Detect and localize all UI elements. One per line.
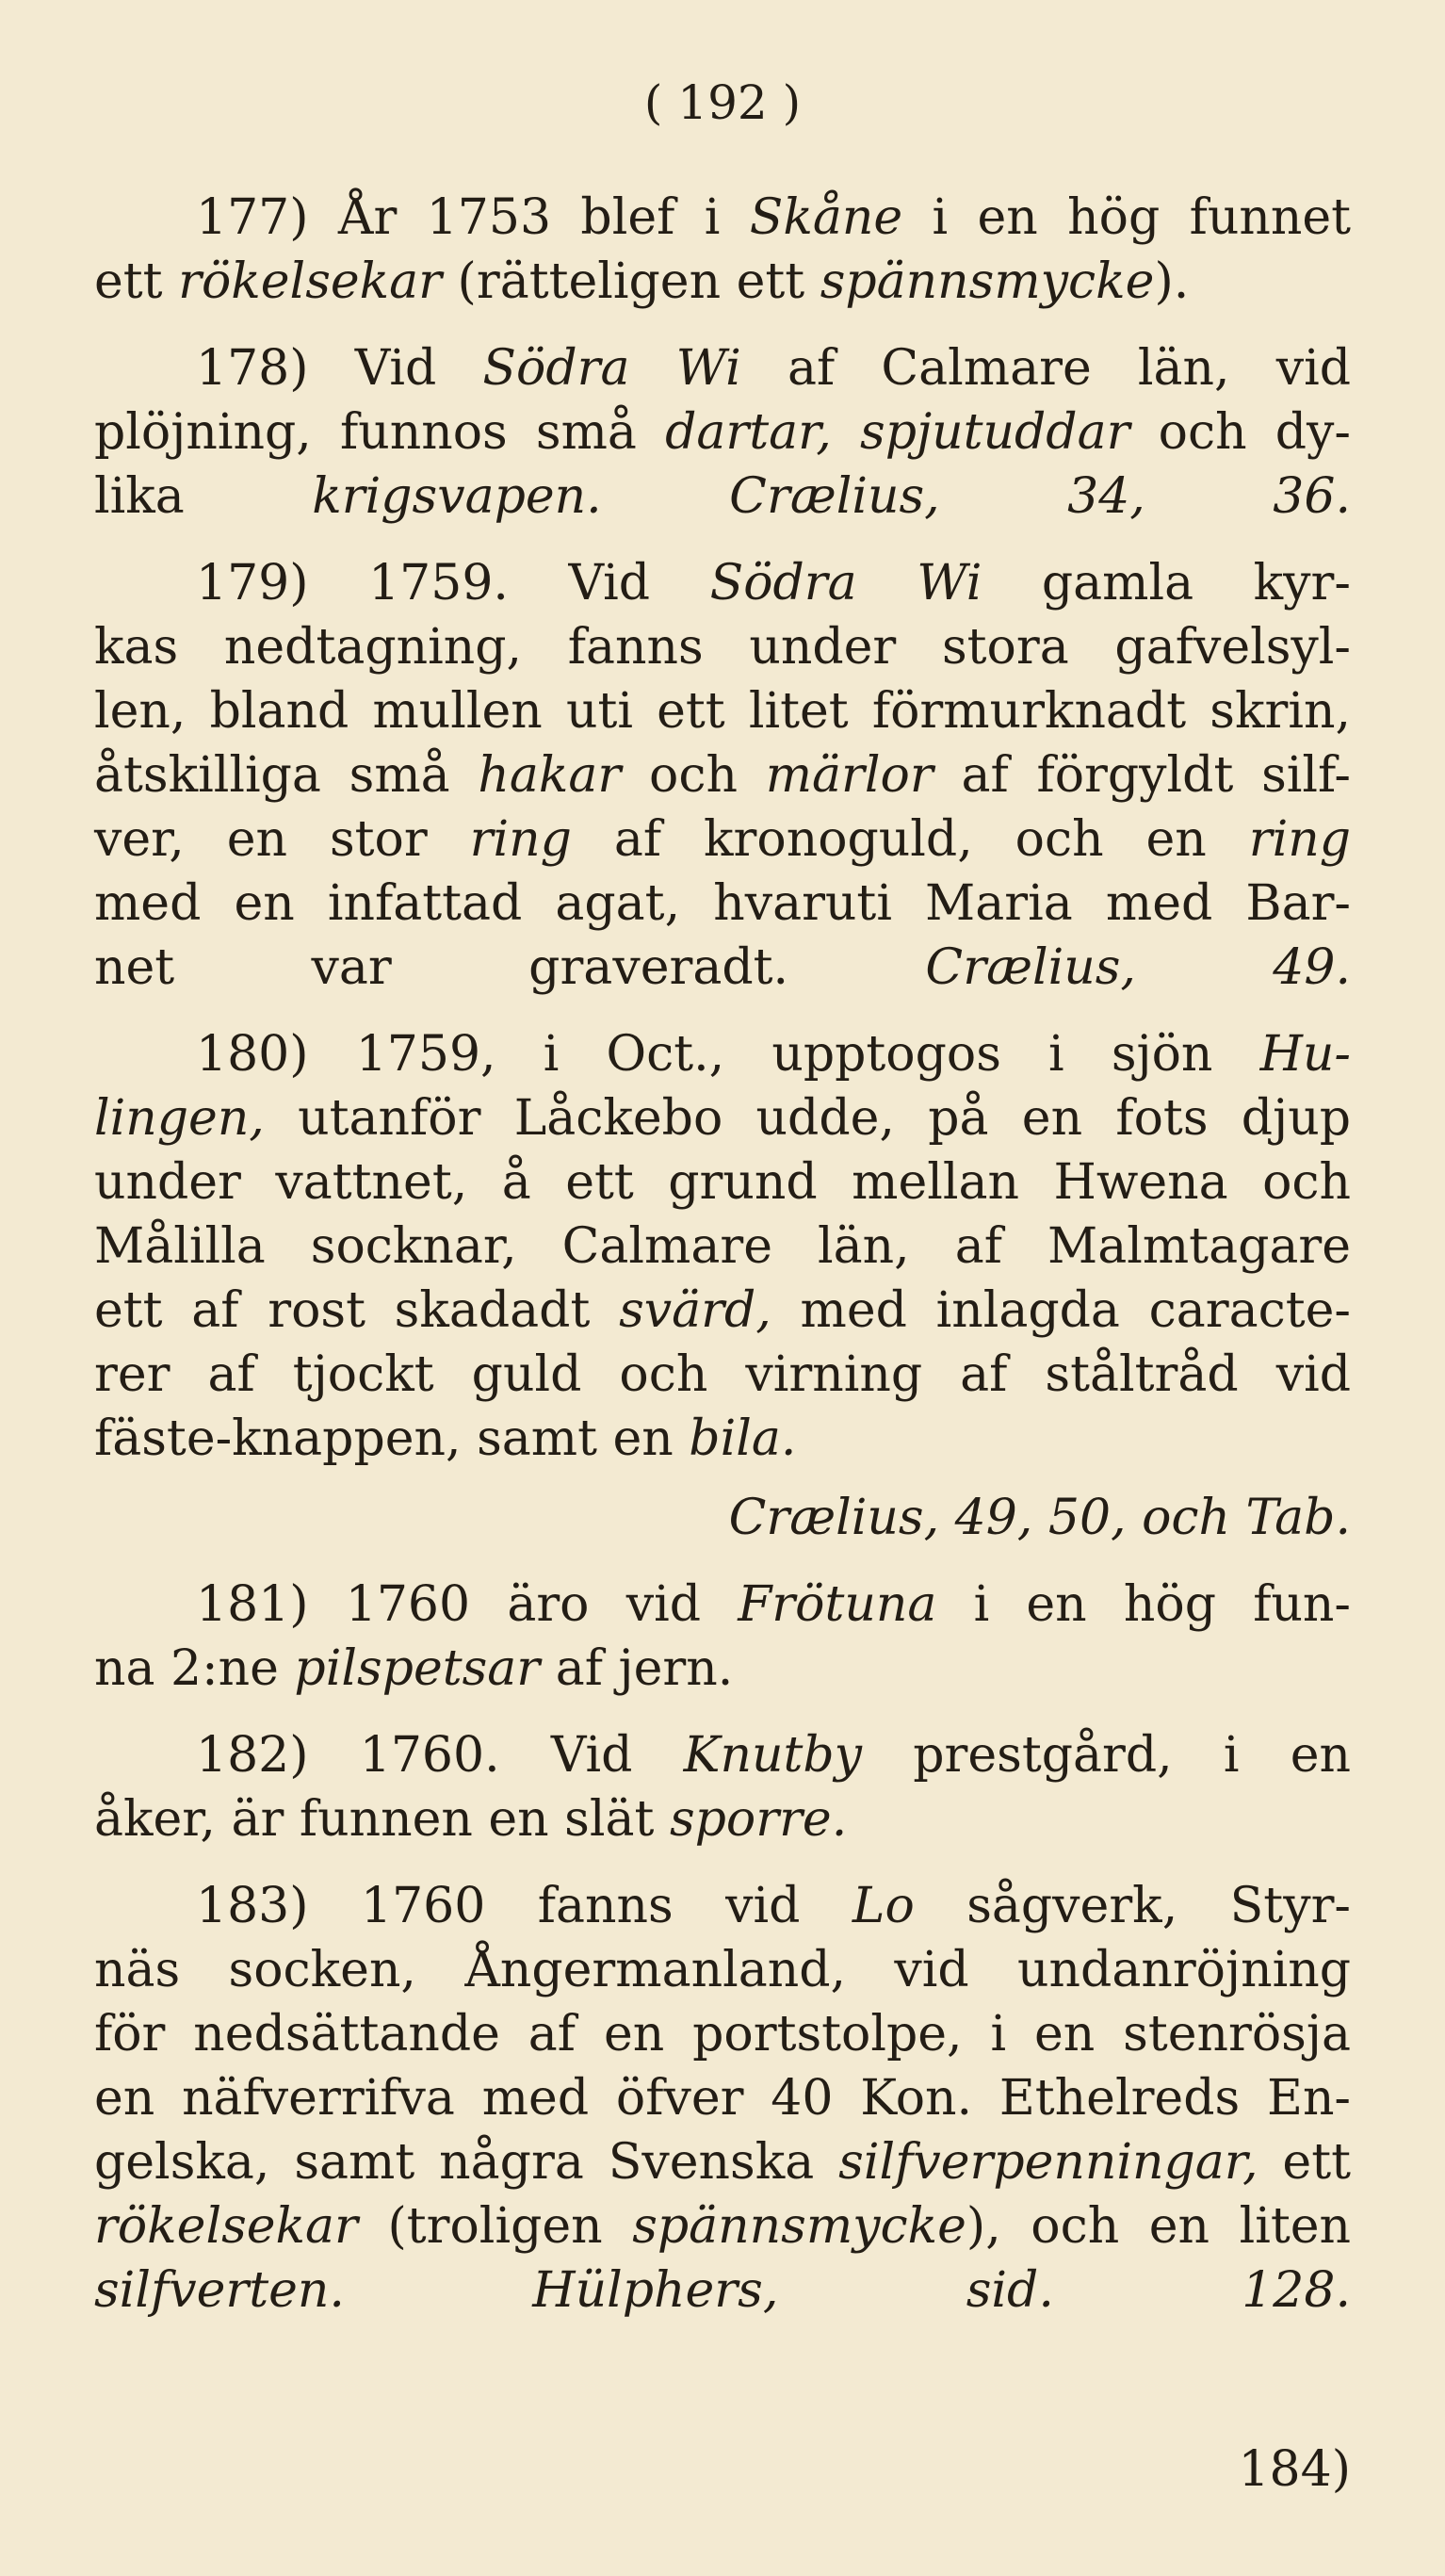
italic-text: pilspetsar xyxy=(294,1640,541,1697)
italic-text: Crælius, 49, 50, och Tab. xyxy=(728,1490,1351,1546)
italic-text: Lo xyxy=(852,1878,915,1934)
italic-text: Hu- xyxy=(1259,1026,1351,1083)
text-span: gelska, samt några Svenska xyxy=(94,2134,839,2191)
text-span: under vattnet, å ett grund mellan Hwena och xyxy=(94,1154,1351,1211)
text-span: näs socken, Ångermanland, vid undanröjning xyxy=(94,1942,1351,1998)
text-span: 183) 1760 fanns vid xyxy=(196,1878,852,1934)
entry-180-line xyxy=(94,1345,1351,1404)
entry-181-line xyxy=(94,1639,1351,1698)
text-span: i en hög fun- xyxy=(936,1576,1351,1633)
entry-182-line xyxy=(94,1790,1351,1849)
entry-179-line xyxy=(94,746,1351,805)
entry-179-line xyxy=(94,554,1351,612)
text-span: kas nedtagning, fanns under stora gafvelsyl- xyxy=(94,619,1351,676)
italic-text: dartar, spjutuddar xyxy=(665,404,1130,461)
text-span: (troligen xyxy=(357,2198,633,2255)
italic-text: ring xyxy=(469,811,572,868)
entry-180-line xyxy=(94,1281,1351,1340)
entry-179-citation-line xyxy=(94,938,1351,997)
italic-text: hakar xyxy=(478,747,622,804)
text-span: na 2:ne xyxy=(94,1640,295,1697)
italic-text: rökelsekar xyxy=(94,2198,358,2255)
entry-183-line xyxy=(94,2005,1351,2063)
text-span: 178) Vid xyxy=(196,340,483,397)
italic-text: Hülphers, sid. 128. xyxy=(532,2262,1351,2319)
text-span: och xyxy=(621,747,766,804)
entry-178-citation-line xyxy=(94,467,1351,526)
entry-177-line xyxy=(94,188,1351,247)
text-span xyxy=(602,468,729,525)
italic-text: Frötuna xyxy=(738,1576,937,1633)
italic-text: krigsvapen. xyxy=(312,468,602,525)
text-span: ett xyxy=(1258,2134,1351,2191)
text-span: (rätteligen ett xyxy=(442,253,820,310)
italic-text: märlor xyxy=(765,747,934,804)
italic-text: svärd, xyxy=(619,1282,771,1339)
italic-text: sporre. xyxy=(669,1791,848,1848)
entry-180-line xyxy=(94,1025,1351,1084)
entry-183-line xyxy=(94,1877,1351,1935)
italic-text: silfverten. xyxy=(94,2262,345,2319)
text-span: sågverk, Styr- xyxy=(914,1878,1352,1934)
text-span: af Calmare län, vid xyxy=(740,340,1351,397)
text-span: af jern. xyxy=(540,1640,734,1697)
italic-text: Södra Wi xyxy=(709,555,982,611)
entry-180-line xyxy=(94,1410,1351,1468)
page-header: ( 192 ) xyxy=(643,75,802,130)
text-span: af kronoguld, och en xyxy=(571,811,1249,868)
catchword: 184) xyxy=(1238,2441,1351,2498)
text-span: fäste-knappen, samt en xyxy=(94,1410,690,1467)
text-span: len, bland mullen uti ett litet förmurknadt skrin, xyxy=(94,683,1351,740)
entry-180-line xyxy=(94,1153,1351,1212)
entry-183-line xyxy=(94,1941,1351,1999)
entry-183-line xyxy=(94,2133,1351,2192)
italic-text: spännsmycke xyxy=(632,2198,966,2255)
text-span: net var graveradt. xyxy=(94,939,926,996)
entry-183-line xyxy=(94,2069,1351,2128)
text-span: ver, en stor xyxy=(94,811,470,868)
text-span: af förgyldt silf- xyxy=(933,747,1352,804)
entry-178-line xyxy=(94,339,1351,398)
italic-text: silfverpenningar, xyxy=(838,2134,1258,2191)
text-span: 179) 1759. Vid xyxy=(196,555,710,611)
text-span: med en infattad agat, hvaruti Maria med Bar- xyxy=(94,875,1351,932)
entry-181-line xyxy=(94,1575,1351,1634)
italic-text: lingen, xyxy=(94,1090,265,1147)
text-span: ). xyxy=(1154,253,1190,310)
entry-178-line xyxy=(94,403,1351,462)
italic-text: Crælius, 34, 36. xyxy=(729,468,1351,525)
text-span: ), och en liten xyxy=(966,2198,1352,2255)
entry-179-line xyxy=(94,874,1351,933)
text-span: en näfverrifva med öfver 40 Kon. Ethelreds En- xyxy=(94,2070,1351,2127)
entry-179-line xyxy=(94,810,1351,869)
text-span: ett af rost skadadt xyxy=(94,1282,620,1339)
text-span: 181) 1760 äro vid xyxy=(196,1576,739,1633)
entry-180-citation-line xyxy=(94,1489,1351,1547)
text-span: med inlagda caracte- xyxy=(771,1282,1351,1339)
text-span: lika xyxy=(94,468,313,525)
italic-text: bila. xyxy=(689,1410,797,1467)
entry-179-line xyxy=(94,682,1351,741)
text-span: i en hög funnet xyxy=(902,189,1352,246)
text-span: utanför Låckebo udde, på en fots djup xyxy=(264,1090,1351,1147)
italic-text: Södra Wi xyxy=(482,340,741,397)
entry-179-line xyxy=(94,618,1351,677)
text-span: åtskilliga små xyxy=(94,747,479,804)
entry-180-line xyxy=(94,1217,1351,1276)
italic-text: Crælius, 49. xyxy=(925,939,1351,996)
text-span: ett xyxy=(94,253,179,310)
text-span xyxy=(345,2262,532,2319)
entry-177-line xyxy=(94,253,1351,311)
entry-182-line xyxy=(94,1726,1351,1785)
italic-text: spännsmycke xyxy=(820,253,1155,310)
italic-text: ring xyxy=(1248,811,1352,868)
text-span: Målilla socknar, Calmare län, af Malmtagare xyxy=(94,1218,1351,1275)
text-span: rer af tjockt guld och virning af ståltråd vid xyxy=(94,1346,1351,1403)
entry-180-line xyxy=(94,1089,1351,1148)
entry-183-citation-line xyxy=(94,2261,1351,2320)
text-span: för nedsättande af en portstolpe, i en stenrösja xyxy=(94,2006,1351,2062)
text-span: plöjning, funnos små xyxy=(94,404,666,461)
text-span: prestgård, i en xyxy=(862,1727,1351,1784)
text-span: gamla kyr- xyxy=(982,555,1351,611)
text-span: åker, är funnen en slät xyxy=(94,1791,670,1848)
text-span: och dy- xyxy=(1129,404,1351,461)
italic-text: Knutby xyxy=(683,1727,862,1784)
italic-text: rökelsekar xyxy=(178,253,443,310)
text-span: 180) 1759, i Oct., upptogos i sjön xyxy=(196,1026,1260,1083)
text-span: 177) År 1753 blef i xyxy=(196,189,750,246)
italic-text: Skåne xyxy=(749,189,903,246)
entry-183-line xyxy=(94,2197,1351,2256)
text-span: 182) 1760. Vid xyxy=(196,1727,684,1784)
